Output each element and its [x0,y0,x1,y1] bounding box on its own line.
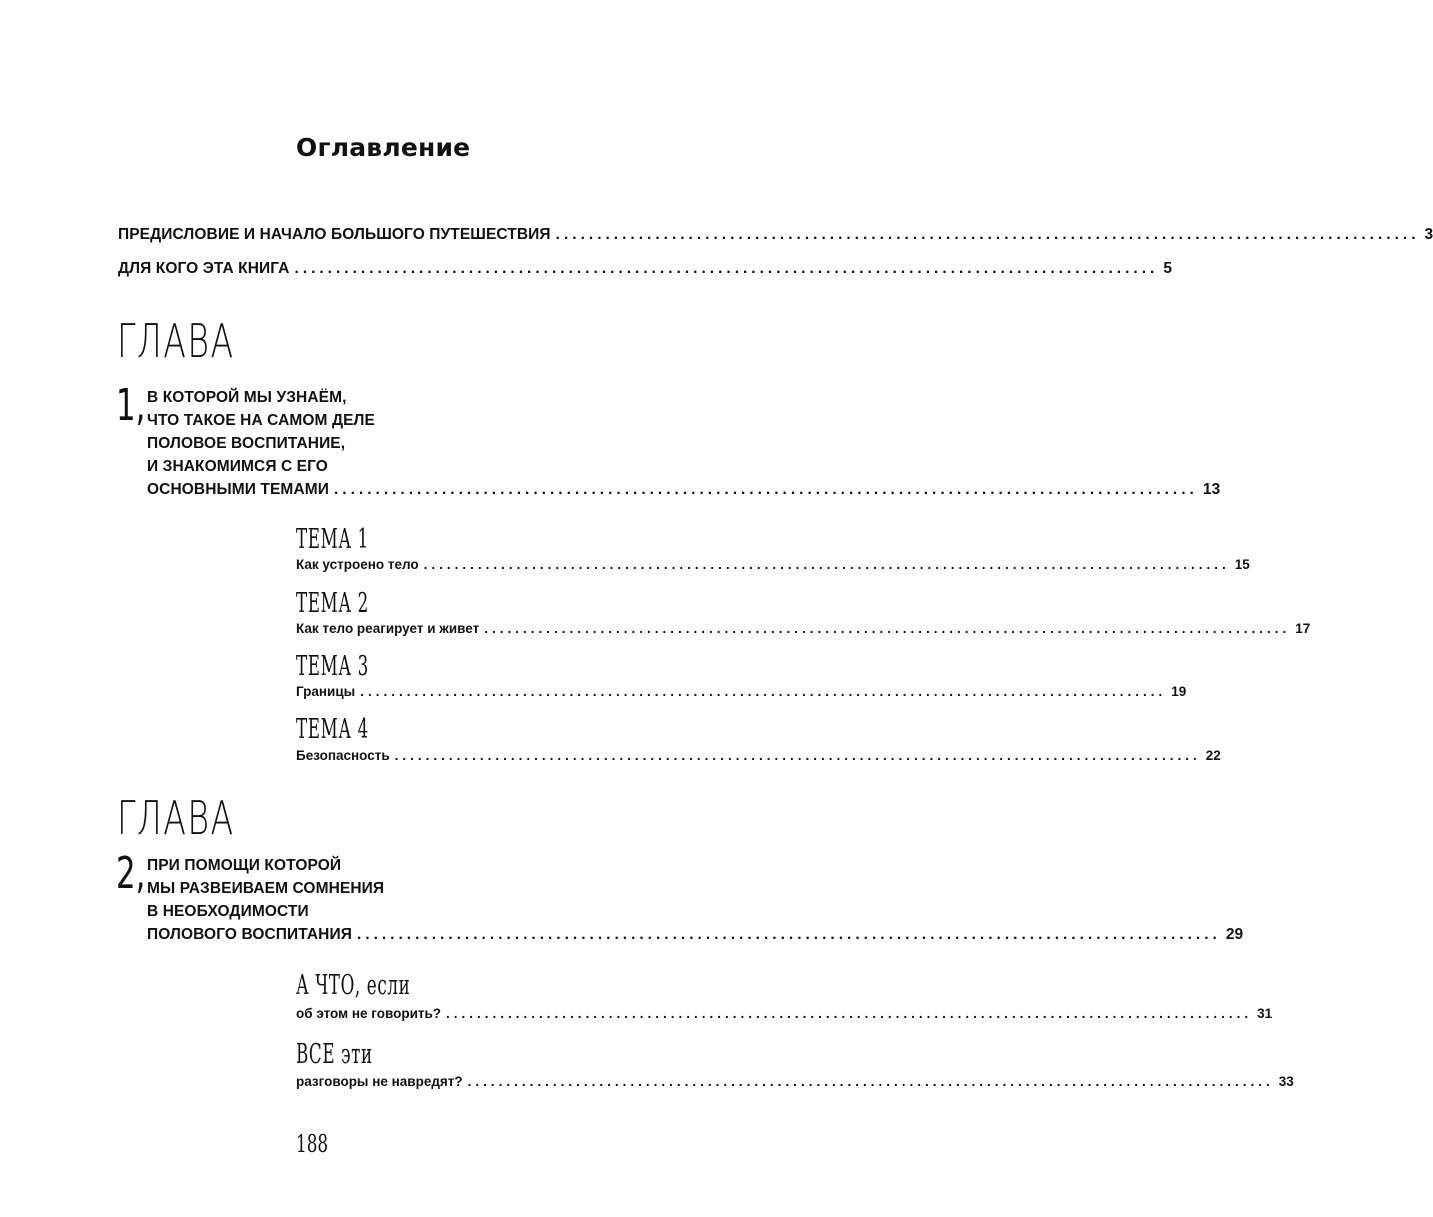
chapter-1-title-line: ЧТО ТАКОЕ НА САМОМ ДЕЛЕ [147,412,375,429]
toc-entry-section[interactable] [296,1006,1273,1021]
section-heading: ТЕМА 2 [296,588,369,619]
dot-leader: ........................................................................................................ [356,926,1221,943]
toc-entry-section[interactable] [296,1074,1294,1089]
toc-entry-label: ПРЕДИСЛОВИЕ И НАЧАЛО БОЛЬШОГО ПУТЕШЕСТВИЯ [118,226,551,243]
toc-entry-page: 3 [1424,226,1433,243]
toc-entry-page: 31 [1257,1006,1273,1021]
toc-entry-page: 17 [1295,621,1311,636]
toc-entry-label: Как тело реагирует и живет [296,621,480,636]
toc-entry-page: 5 [1163,260,1173,277]
toc-entry-label: ДЛЯ КОГО ЭТА КНИГА [118,260,290,277]
chapter-2-number: 2, [116,848,146,899]
toc-entry-section[interactable] [296,621,1311,636]
toc-entry-page: 19 [1171,684,1187,699]
section-heading: ТЕМА 4 [296,714,369,745]
page-title: Оглавление [296,133,471,162]
toc-entry-page: 22 [1205,748,1221,763]
toc-entry-preface[interactable] [118,226,1433,244]
toc-entry-label: ОСНОВНЫМИ ТЕМАМИ [147,481,329,498]
toc-entry-page: 33 [1278,1074,1294,1089]
chapter-2-title-line: В НЕОБХОДИМОСТИ [147,903,309,920]
chapter-2-title-line: ПРИ ПОМОЩИ КОТОРОЙ [147,857,342,874]
toc-entry-page: 13 [1202,481,1221,498]
chapter-2-title-line: МЫ РАЗВЕИВАЕМ СОМНЕНИЯ [147,880,385,897]
section-heading: ТЕМА 3 [296,651,369,682]
toc-entry-chapter-1[interactable] [147,479,1221,502]
chapter-1-title-line: ПОЛОВОЕ ВОСПИТАНИЕ, [147,435,346,452]
toc-entry-label: ПОЛОВОГО ВОСПИТАНИЯ [147,926,352,943]
page-number: 188 [296,1130,329,1158]
toc-entry-audience[interactable] [118,260,1173,278]
chapter-1-title-line: В КОТОРОЙ МЫ УЗНАЁМ, [147,389,347,406]
toc-entry-section[interactable] [296,557,1250,572]
section-heading: ТЕМА 1 [296,524,369,555]
dot-leader: ........................................................................................................ [333,481,1198,498]
toc-entry-label: об этом не говорить? [296,1006,442,1021]
dot-leader: ........................................................................................................ [360,684,1167,699]
dot-leader: ........................................................................................................ [555,226,1420,243]
chapter-2-heading: ГЛАВА [117,791,235,845]
chapter-1-heading: ГЛАВА [117,314,235,368]
dot-leader: ........................................................................................................ [467,1074,1274,1089]
toc-entry-section[interactable] [296,748,1221,763]
section-heading: А ЧТО, если [296,970,411,1001]
toc-entry-page: 15 [1234,557,1250,572]
chapter-1-number: 1, [116,380,146,431]
toc-entry-chapter-2[interactable] [147,924,1244,947]
dot-leader: ........................................................................................................ [394,748,1201,763]
toc-entry-label: разговоры не навредят? [296,1074,463,1089]
toc-entry-label: Как устроено тело [296,557,419,572]
dot-leader: ........................................................................................................ [446,1006,1253,1021]
dot-leader: ........................................................................................................ [484,621,1291,636]
dot-leader: ........................................................................................................ [423,557,1230,572]
toc-entry-page: 29 [1225,926,1244,943]
chapter-1-title-line: И ЗНАКОМИМСЯ С ЕГО [147,458,328,475]
toc-entry-label: Границы [296,684,356,699]
section-heading: ВСЕ эти [296,1039,373,1070]
toc-entry-label: Безопасность [296,748,390,763]
toc-entry-section[interactable] [296,684,1187,699]
dot-leader: ........................................................................................................ [294,260,1159,277]
